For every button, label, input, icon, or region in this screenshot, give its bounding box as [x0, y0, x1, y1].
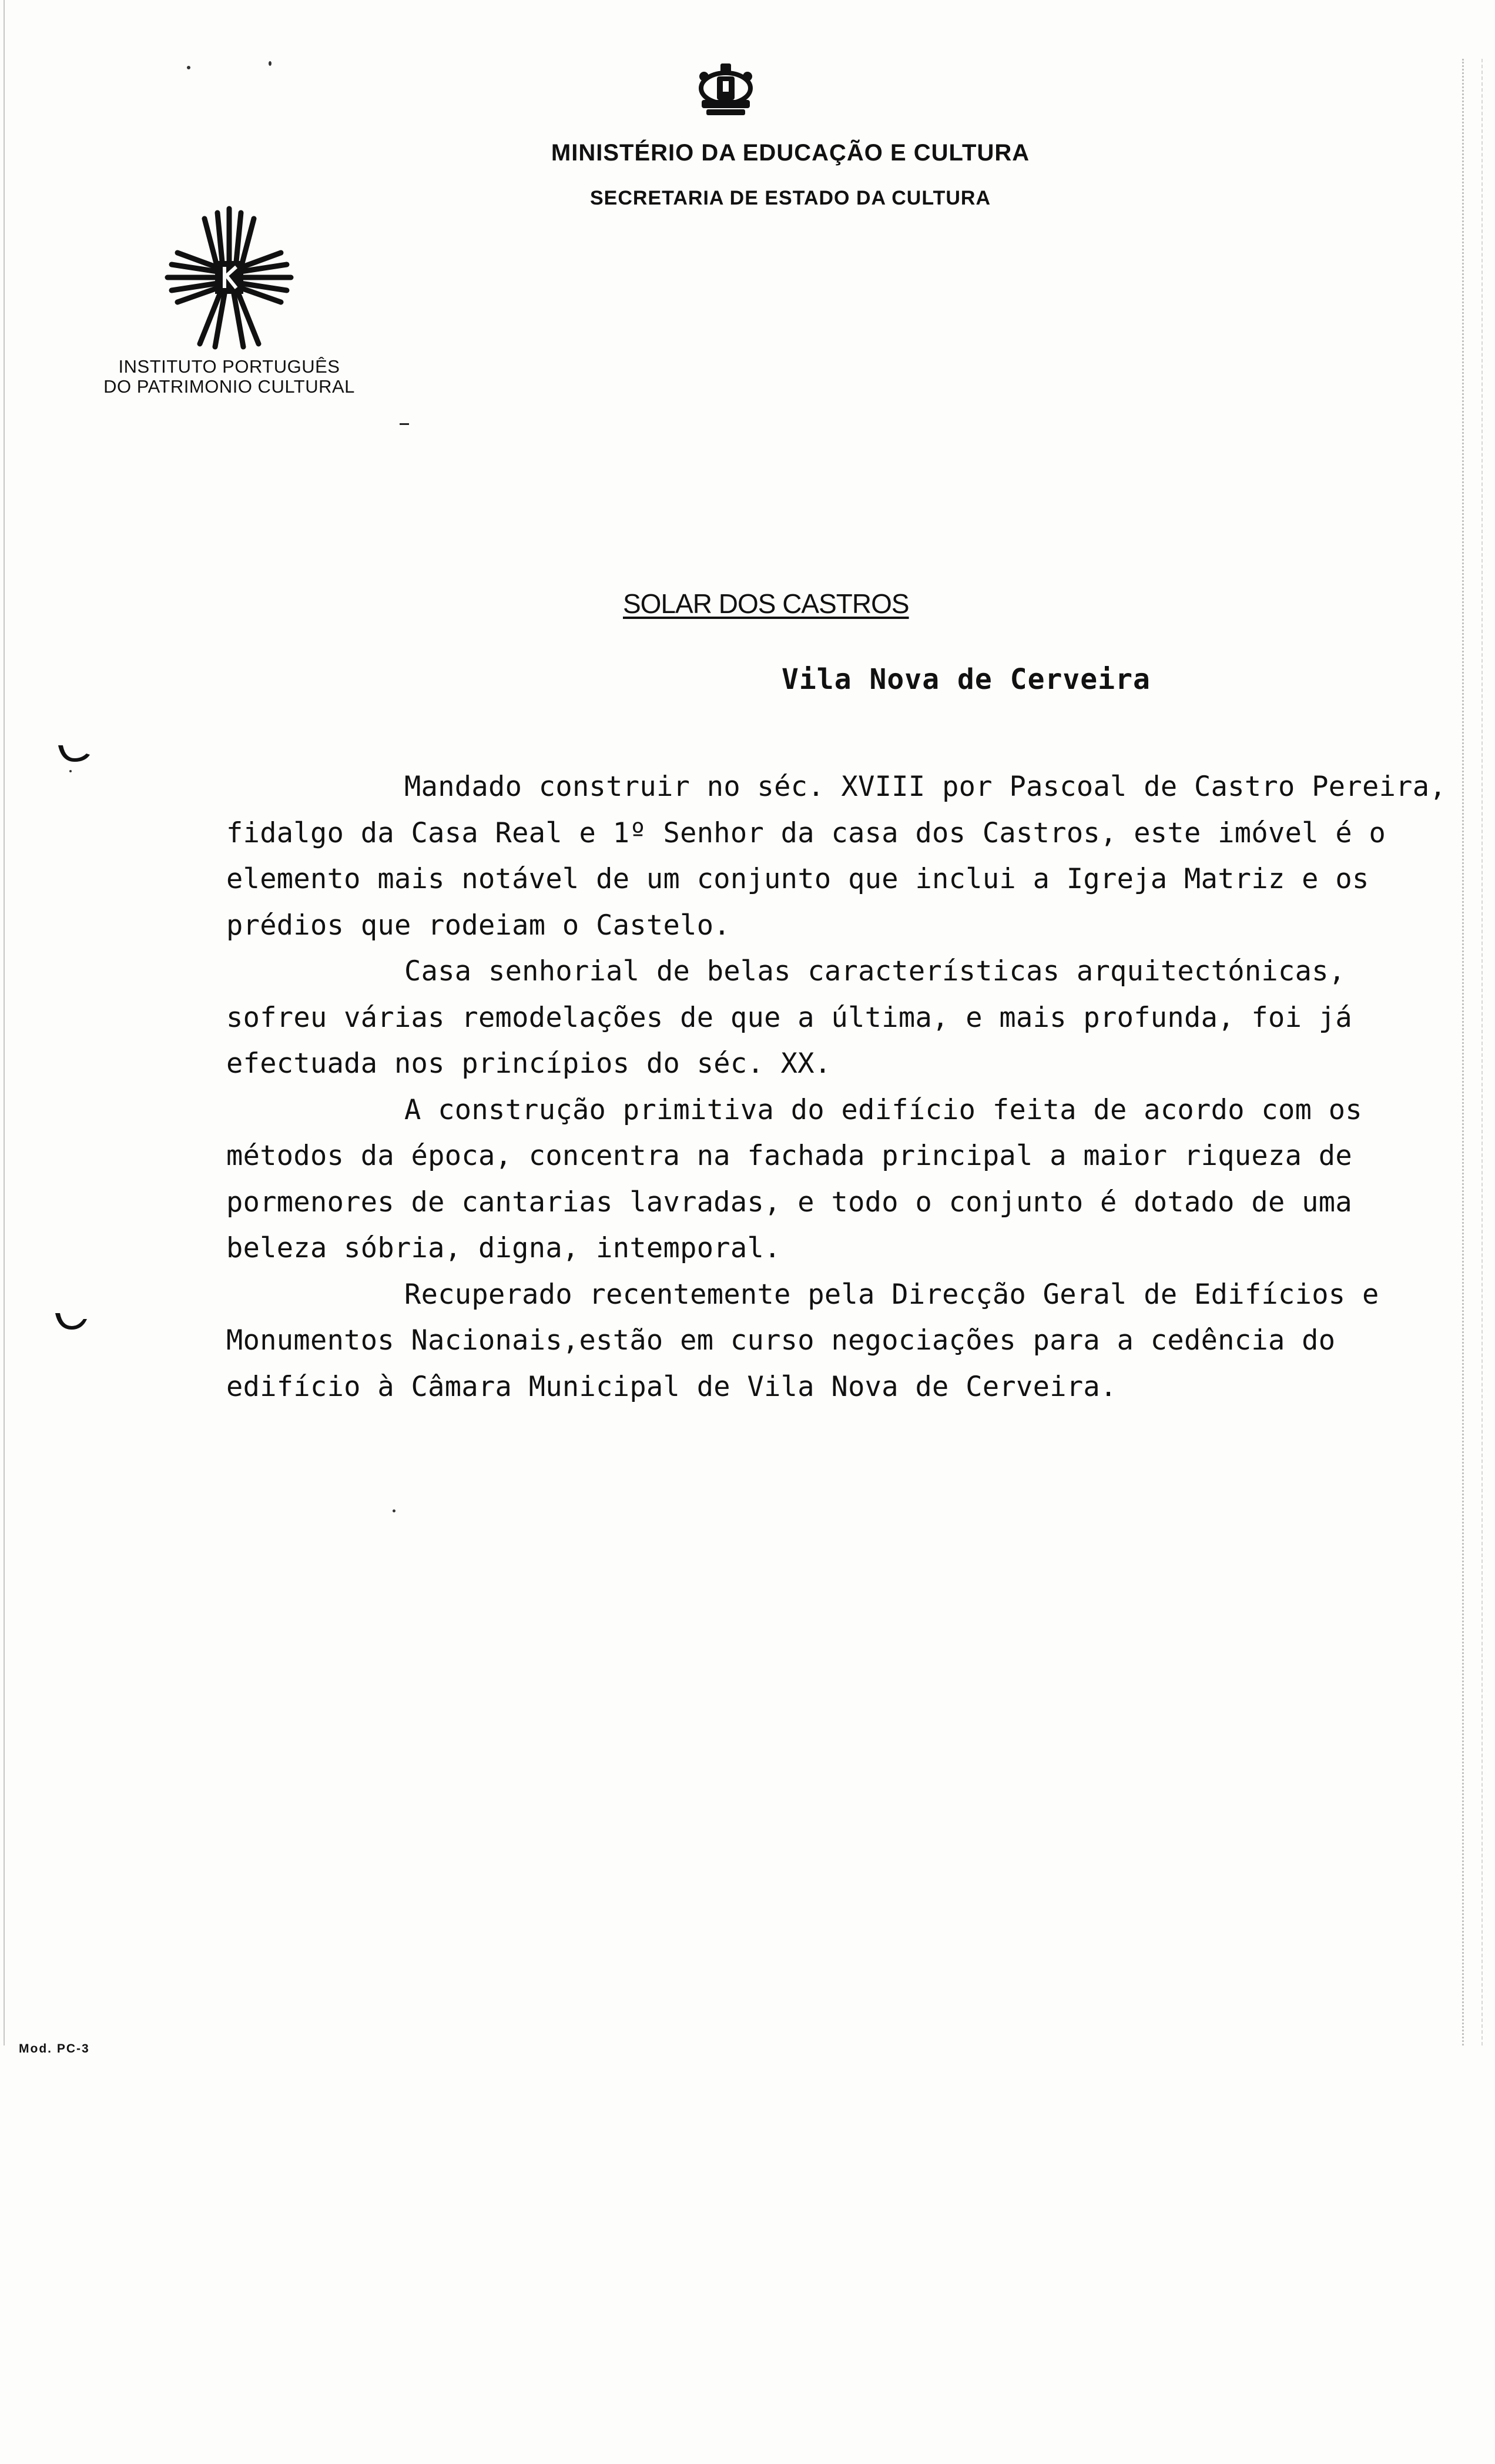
- scan-left-edge: [4, 0, 5, 2045]
- document-place: Vila Nova de Cerveira: [782, 663, 1151, 696]
- institute-name-line2: DO PATRIMONIO CULTURAL: [103, 376, 355, 397]
- secretaria-heading: SECRETARIA DE ESTADO DA CULTURA: [589, 187, 991, 209]
- punch-hole-icon: [56, 742, 92, 766]
- institute-name-line1: INSTITUTO PORTUGUÊS: [118, 356, 340, 377]
- document-body: [226, 764, 1449, 1410]
- scan-speck: [269, 61, 271, 66]
- punch-hole-icon: [53, 1310, 89, 1334]
- scan-mark: [400, 423, 409, 425]
- ministry-heading: MINISTÉRIO DA EDUCAÇÃO E CULTURA: [551, 140, 1030, 166]
- ippc-logo-icon: [159, 206, 300, 353]
- scan-speck: [393, 1509, 395, 1512]
- paragraph-1: Mandado construir no séc. XVIII por Pascoal de Castro Pereira, fidalgo da Casa Real e 1º Senhor da casa dos Castros, este imóvel é o elemento mais notável de um conjunto que inclui a Igreja Matriz e os prédios que rodeiam o Castelo.: [226, 771, 1446, 942]
- form-code: Mod. PC-3: [19, 2042, 90, 2055]
- paragraph-4: Recuperado recentemente pela Direcção Geral de Edifícios e Monumentos Nacionais,estão em curso negociações para a cedência do edifício à Câmara Municipal de Vila Nova de Cerveira.: [226, 1278, 1379, 1403]
- document-title: SOLAR DOS CASTROS: [623, 588, 909, 619]
- scan-right-edge: [1462, 59, 1483, 2045]
- scan-speck: [69, 770, 72, 772]
- paragraph-3: A construção primitiva do edifício feita de acordo com os métodos da época, concentra na fachada principal a maior riqueza de pormenores de cantarias lavradas, e todo o conjunto é dotado de uma beleza sóbria, digna, intemporal.: [226, 1093, 1362, 1264]
- scan-speck: [187, 66, 190, 69]
- paragraph-2: Casa senhorial de belas características arquitectónicas, sofreu várias remodelações de que a última, e mais profunda, foi já efectuada nos princípios do séc. XX.: [226, 955, 1352, 1080]
- coat-of-arms-icon: [693, 59, 758, 123]
